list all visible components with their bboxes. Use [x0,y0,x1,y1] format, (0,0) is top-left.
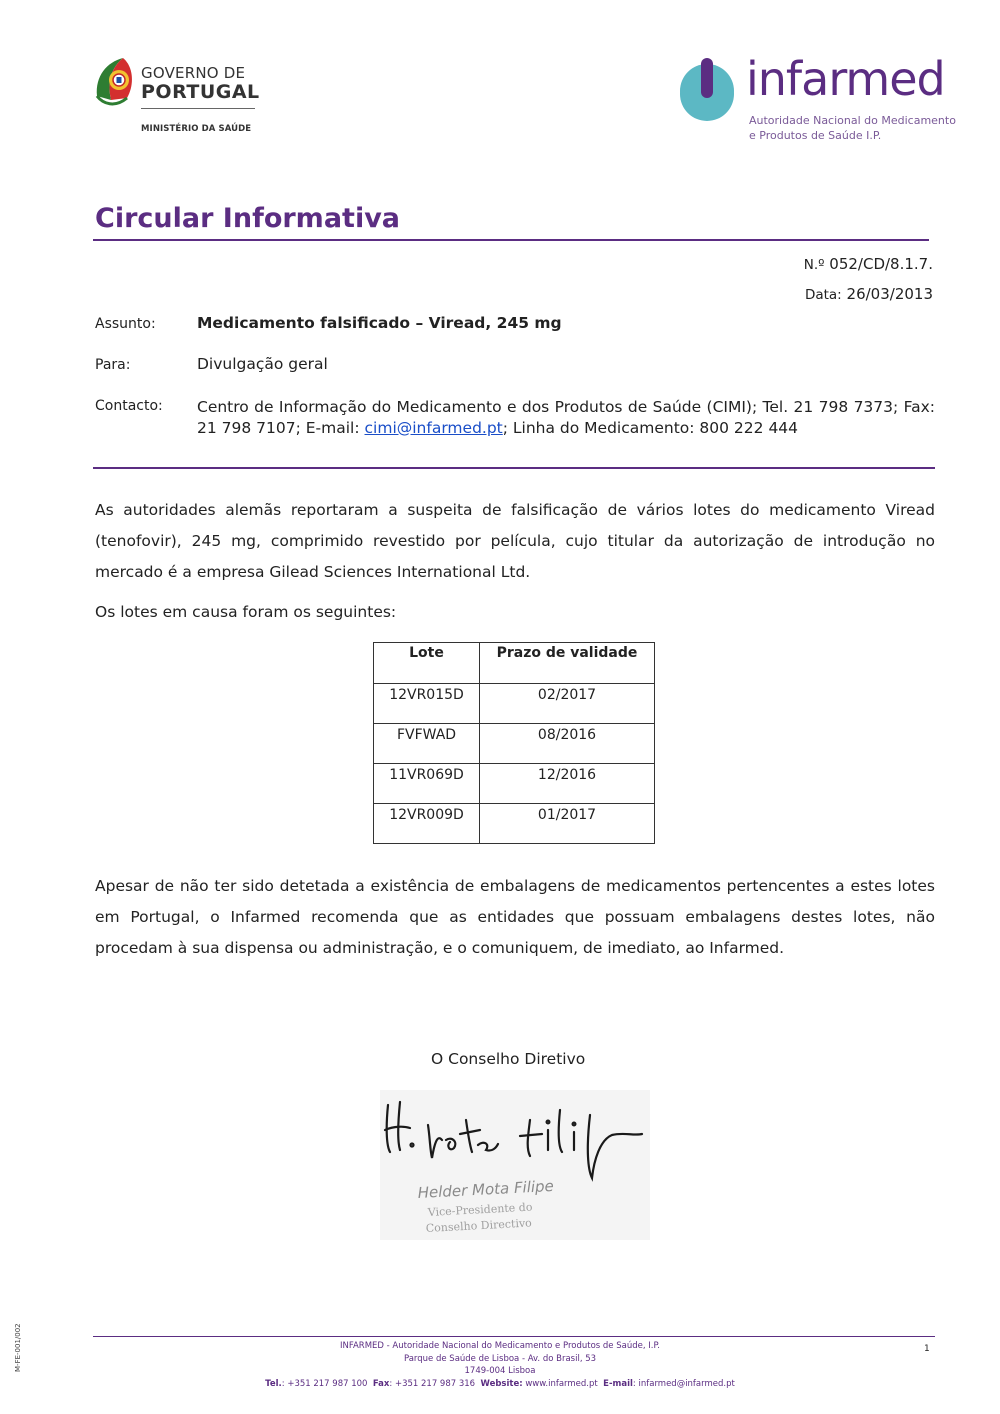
header-section-divider [93,467,935,469]
lots-table [373,642,655,844]
subject-label: Assunto: [95,316,156,332]
expiry-cell: 08/2016 [480,724,655,764]
footer-fax-value: : +351 217 987 316 [389,1378,476,1389]
footer-email-label: E-mail [603,1378,633,1389]
gov-divider [141,108,255,109]
contact-text-part1: Centro de Informação do Medicamento e dos Produtos de Saúde (CIMI); Tel. 21 798 7373; Fax: 21 798 7107; E-mail: [197,398,935,437]
footer-email-value[interactable]: : infarmed@infarmed.pt [632,1378,735,1389]
infarmed-subtitle [749,113,956,143]
body-paragraph-3: Apesar de não ter sido detetada a existência de embalagens de medicamentos pertencentes a estes lotes em Portugal, o Infarmed recomenda que as entidades que possuam embalagens destes lotes, não procedam à sua dispensa ou administração, e o comuniquem, de imediato, ao Infarmed. [95,877,935,957]
table-row [374,804,655,844]
contact-email-link[interactable]: cimi@infarmed.pt [364,418,503,437]
ministry-name: MINISTÉRIO DA SAÚDE [141,124,252,134]
table-row [374,684,655,724]
footer-divider [93,1336,935,1337]
body-paragraph-1: As autoridades alemãs reportaram a suspeita de falsificação de vários lotes do medicamento Viread (tenofovir), 245 mg, comprimido revestido por película, cujo titular da autorização de introdução no mercado é a empresa Gilead Sciences International Ltd. [95,501,935,581]
circular-number-value: 052/CD/8.1.7. [829,255,933,273]
lot-cell: 12VR015D [374,684,480,724]
expiry-cell: 02/2017 [480,684,655,724]
to-label: Para: [95,357,131,373]
lot-cell: FVFWAD [374,724,480,764]
footer-contacts [200,1378,800,1391]
footer-line2: Parque de Saúde de Lisboa - Av. do Brasil, 53 [403,1353,597,1364]
footer-web-value[interactable]: www.infarmed.pt [525,1378,598,1389]
table-header-row [374,643,655,684]
circular-number-label: N.º [803,257,825,273]
signature-image [380,1090,650,1240]
form-code: M-FE-001/002 [14,1323,22,1372]
document-title: Circular Informativa [95,203,401,234]
table-row [374,764,655,804]
gov-name-line1: GOVERNO DE [141,64,246,82]
svg-text:Conselho Directivo: Conselho Directivo [425,1216,533,1235]
footer-tel-label: Tel. [265,1378,282,1389]
to-value: Divulgação geral [197,355,328,373]
contact-value [197,397,935,438]
svg-text:Helder Mota Filipe: Helder Mota Filipe [417,1176,555,1202]
column-header-expiry: Prazo de validade [480,643,655,684]
page-number: 1 [924,1344,930,1354]
lot-cell: 12VR009D [374,804,480,844]
governo-portugal-logo [93,56,263,140]
infarmed-wordmark: infarmed [746,52,945,106]
signoff-text: O Conselho Diretivo [431,1050,586,1068]
svg-text:Vice-Presidente do: Vice-Presidente do [427,1200,533,1219]
infarmed-subtitle-line2: e Produtos de Saúde I.P. [749,129,882,142]
footer-line1: INFARMED - Autoridade Nacional do Medicamento e Produtos de Saúde, I.P. [340,1341,660,1351]
footer-line3: 1749-004 Lisboa [464,1366,536,1376]
table-row [374,724,655,764]
infarmed-logo [676,52,956,148]
infarmed-subtitle-line1: Autoridade Nacional do Medicamento [749,114,956,127]
subject-value: Medicamento falsificado – Viread, 245 mg [197,314,562,332]
circular-number [804,255,933,273]
infarmed-symbol-icon [676,58,738,124]
expiry-cell: 01/2017 [480,804,655,844]
footer-web-label: Website: [480,1378,523,1389]
title-divider [93,239,929,241]
column-header-lot: Lote [374,643,480,684]
footer-address [200,1340,800,1390]
footer-tel-value: : +351 217 987 100 [281,1378,368,1389]
contact-label: Contacto: [95,398,163,414]
circular-date-value: 26/03/2013 [846,285,933,303]
lot-cell: 11VR069D [374,764,480,804]
gov-name-line2: PORTUGAL [141,81,260,103]
contact-text-part2: ; Linha do Medicamento: 800 222 444 [502,418,799,437]
expiry-cell: 12/2016 [480,764,655,804]
portugal-emblem-icon [93,56,137,112]
circular-date-label: Data: [804,287,842,303]
circular-date [805,285,933,303]
body-paragraph-2: Os lotes em causa foram os seguintes: [95,603,397,621]
footer-fax-label: Fax [372,1378,390,1389]
